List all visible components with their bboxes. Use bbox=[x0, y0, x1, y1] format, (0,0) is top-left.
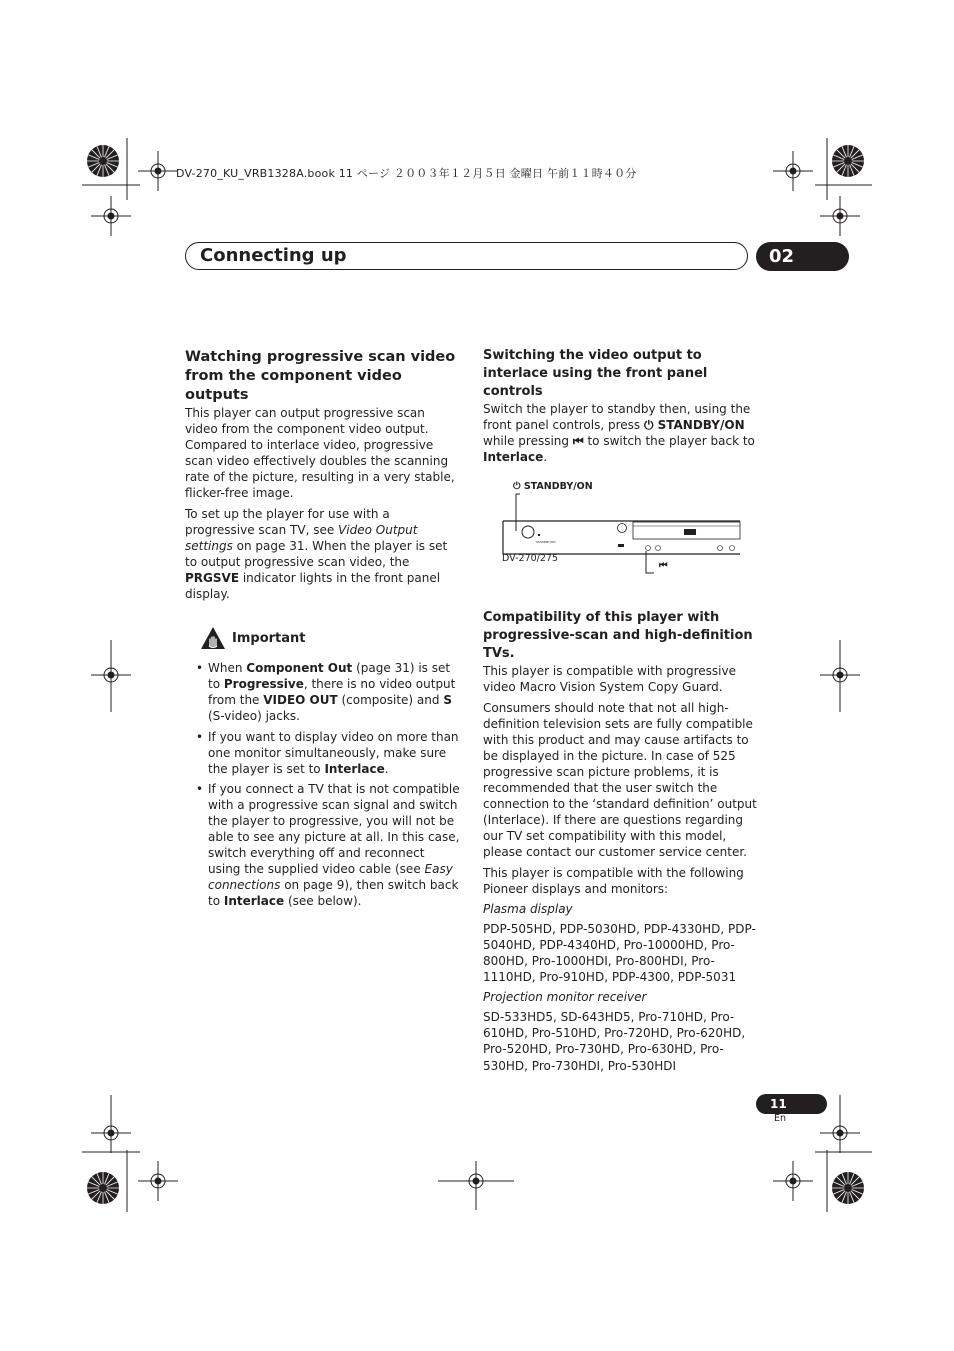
section-heading-compatibility: Compatibility of this player with progressive-scan and high-definition TVs. bbox=[483, 610, 753, 662]
list-item: • If you want to display video on more than one monitor simultaneously, make sure the player is set to Interlace. bbox=[208, 729, 460, 777]
dvd-player-front-panel bbox=[498, 491, 758, 581]
important-callout bbox=[200, 626, 460, 650]
crosshair-mark bbox=[138, 1161, 178, 1201]
starburst-mark-top-left bbox=[87, 145, 119, 177]
paragraph: This player can output progressive scan video from the component video output. Compared to interlace video, progressive scan video effectively doubles the scanning rate of the picture, resulting in a very stable, flicker-free image. bbox=[185, 406, 455, 501]
svg-text:STANDBY/ON: STANDBY/ON bbox=[536, 540, 556, 545]
previous-track-icon: ⏮ bbox=[572, 434, 584, 449]
projection-monitor-label: Projection monitor receiver bbox=[483, 990, 647, 1005]
page-language: En bbox=[774, 1113, 787, 1124]
important-list bbox=[185, 660, 460, 909]
page-title: Connecting up bbox=[200, 245, 347, 266]
list-item: • When Component Out (page 31) is set to Progressive, there is no video output from the VIDEO OUT (composite) and S (S-video) jacks. bbox=[208, 660, 460, 724]
left-column bbox=[185, 348, 460, 914]
crosshair-mark bbox=[820, 196, 860, 236]
crosshair-mark bbox=[773, 151, 813, 191]
right-column bbox=[483, 347, 759, 1074]
starburst-mark-bottom-right bbox=[832, 1172, 864, 1204]
crosshair-mark bbox=[91, 196, 131, 236]
figure-standby-label: ⏻ STANDBY/ON bbox=[513, 481, 593, 493]
plasma-display-label: Plasma display bbox=[483, 901, 573, 916]
warning-hand-icon bbox=[200, 626, 226, 650]
print-header: DV-270_KU_VRB1328A.book 11 ページ ２００３年１２月５日 金曜日 午前１１時４０分 bbox=[176, 167, 637, 180]
previous-track-icon: ⏮ bbox=[659, 560, 668, 572]
crosshair-mark bbox=[138, 151, 178, 191]
projection-model-list: SD-533HD5, SD-643HD5, Pro-710HD, Pro-610HD, Pro-510HD, Pro-720HD, Pro-620HD, Pro-520HD, Pro-730HD, Pro-630HD, Pro-530HD, Pro-730HDI, Pro-530HDI bbox=[483, 1010, 746, 1073]
paragraph: This player is compatible with progressive video Macro Vision System Copy Guard. bbox=[483, 664, 736, 695]
paragraph: Switch the player to standby then, using the front panel controls, press ⏻ STANDBY/ON while pressing ⏮ to switch the player back to Interlace. bbox=[483, 402, 755, 465]
paragraph: To set up the player for use with a progressive scan TV, see Video Output settings on page 31. When the player is set to output progressive scan video, the PRGSVE indicator lights in the front panel display. bbox=[185, 506, 448, 602]
important-label: Important bbox=[232, 630, 306, 646]
paragraph: This player is compatible with the following Pioneer displays and monitors: bbox=[483, 865, 744, 896]
section-heading-progressive: Watching progressive scan video from the component video outputs bbox=[185, 349, 456, 403]
standby-icon: ⏻ bbox=[643, 418, 654, 433]
plasma-model-list: PDP-505HD, PDP-5030HD, PDP-4330HD, PDP-5040HD, PDP-4340HD, Pro-10000HD, Pro-800HD, Pro-1000HDI, Pro-800HDI, Pro-1110HD, Pro-910HD, PDP-4300, PDP-5031 bbox=[483, 921, 756, 985]
chapter-number: 02 bbox=[756, 242, 849, 271]
front-panel-figure bbox=[483, 479, 759, 583]
paragraph: Consumers should note that not all high-definition television sets are fully compatible with this product and may cause artifacts to be displayed in the picture. In case of 525 progressive scan picture problems, it is recommended that the user switch the connection to the ‘standard definition’ output (Interlace). If there are questions regarding our TV set compatibility with this model, please contact our customer service center. bbox=[483, 700, 757, 860]
list-item: • If you connect a TV that is not compatible with a progressive scan signal and switch the player to progressive, you will not be able to see any picture at all. In this case, switch everything off and reconnect using the supplied video cable (see Easy connections on page 9), then switch back to Interlace (see below). bbox=[208, 781, 460, 910]
starburst-mark-bottom-left bbox=[87, 1172, 119, 1204]
section-heading-interlace: Switching the video output to interlace using the front panel controls bbox=[483, 348, 708, 399]
crosshair-mark bbox=[773, 1161, 813, 1201]
starburst-mark-top-right bbox=[832, 145, 864, 177]
figure-model-label: DV-270/275 bbox=[502, 553, 558, 565]
standby-icon: ⏻ bbox=[513, 481, 521, 493]
page-number: 11 bbox=[756, 1094, 827, 1114]
